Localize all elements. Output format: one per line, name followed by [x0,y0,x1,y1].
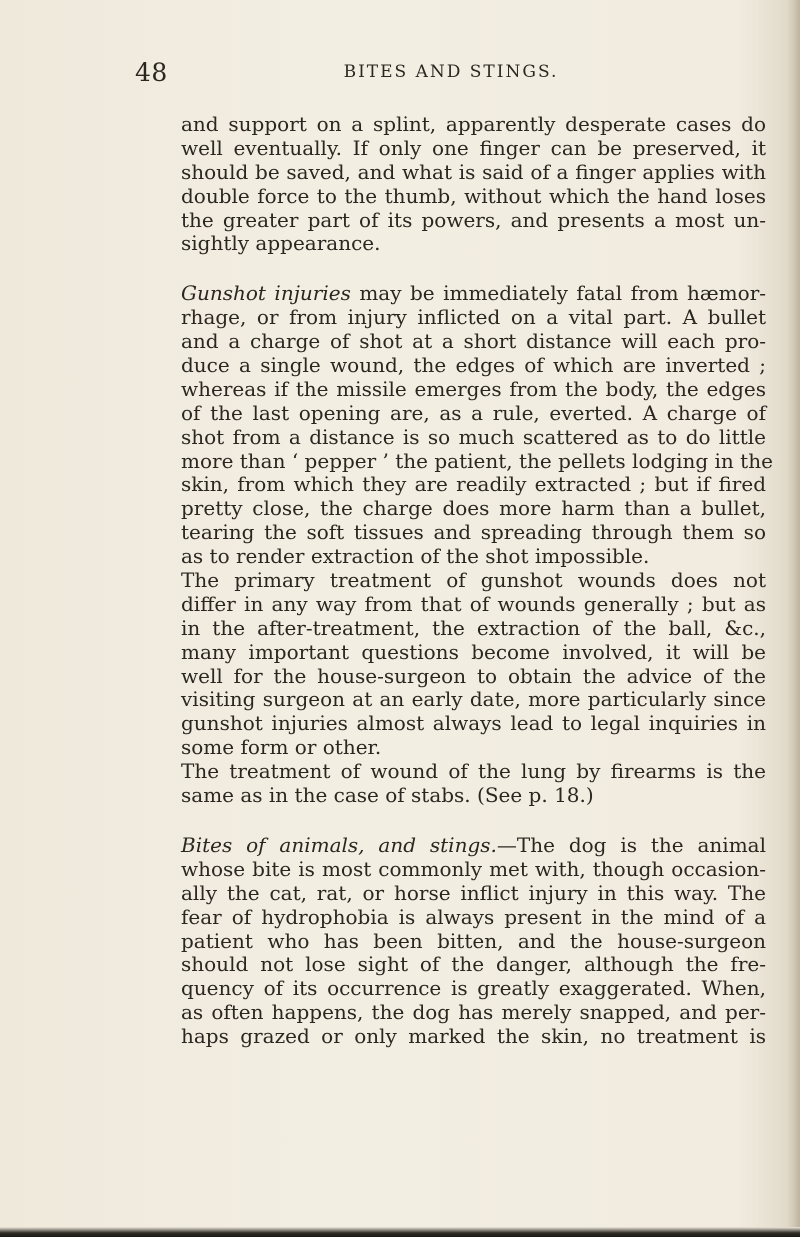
line-text: visiting surgeon at an early date, more particularly since [181,687,766,712]
line-text: shot from a distance is so much scattered as to do little [181,424,766,449]
text-line [181,426,766,450]
text-line [181,185,766,209]
text-line [181,712,766,736]
body-text [181,112,773,1049]
line-text: skin, from which they are readily extracted ; but if fired [181,472,766,497]
text-line [181,736,766,760]
line-text: gunshot injuries almost always lead to legal inquiries in [181,711,766,736]
text-line [181,641,766,665]
section-head: Bites of animals, and stings. [181,832,497,857]
line-text: duce a single wound, the edges of which are inverted ; [181,353,766,378]
text-line [181,497,766,521]
text-line [181,448,773,474]
text-line [181,137,766,161]
line-text: as to render extraction of the shot impossible. [181,544,650,569]
line-text: patient who has been bitten, and the house-surgeon [181,928,766,953]
line-text: many important questions become involved, it will be [181,639,766,664]
line-text: differ in any way from that of wounds generally ; but as [181,591,766,616]
text-line [181,113,766,137]
line-text: as often happens, the dog has merely snapped, and per- [181,1000,766,1025]
line-text: more than ‘ pepper ’ the patient, the pellets lodging in the [181,448,773,473]
line-text: the greater part of its powers, and presents a most un- [181,207,766,232]
text-line [181,569,766,593]
text-line [181,545,766,569]
line-text: haps grazed or only marked the skin, no treatment is [181,1024,766,1049]
line-text: The treatment of wound of the lung by firearms is the [181,759,766,784]
text-line [181,306,766,330]
text-line [181,977,766,1001]
line-text: quency of its occurrence is greatly exaggerated. When, [181,976,766,1001]
line-text: should be saved, and what is said of a finger applies with [181,159,766,184]
line-text: whereas if the missile emerges from the body, the edges [181,376,766,401]
text-line [181,882,766,906]
text-line [181,354,766,378]
line-text: The primary treatment of gunshot wounds does not [181,568,766,593]
paragraph [181,281,773,808]
text-line [181,232,766,256]
paragraph-gap [181,808,766,834]
line-text: well for the house-surgeon to obtain the advice of the [181,663,766,688]
line-text: some form or other. [181,735,382,760]
line-text: of the last opening are, as a rule, everted. A charge of [181,400,766,425]
line-text: may be immediately fatal from hæmor- [350,281,767,306]
text-line [181,473,766,497]
text-line [181,330,766,354]
section-head: Gunshot injuries [181,281,351,306]
text-line [181,402,766,426]
text-line [181,858,766,882]
line-text: should not lose sight of the danger, although the fre- [181,952,766,977]
line-text: rhage, or from injury inflicted on a vital part. A bullet [181,305,766,330]
text-line [181,1001,766,1025]
line-text: double force to the thumb, without which the hand loses [181,183,766,208]
line-text: tearing the soft tissues and spreading through them so [181,520,766,545]
text-line [181,688,766,712]
line-text: —The dog is the animal [496,832,766,857]
text-line [181,209,766,233]
text-line [181,617,766,641]
line-text: and support on a splint, apparently desperate cases do [181,112,766,136]
text-line [181,161,766,185]
text-line [181,834,766,858]
line-text: well eventually. If only one finger can be preserved, it [181,135,766,160]
line-text: whose bite is most commonly met with, though occasion- [181,856,766,881]
text-line [181,1025,766,1049]
text-line [181,378,766,402]
text-line [181,760,766,784]
line-text: same as in the case of stabs. (See p. 18.) [181,783,594,808]
paragraph [181,113,766,256]
text-line [181,784,766,808]
running-head: BITES AND STINGS. [343,62,559,82]
text-line [181,930,766,954]
text-line [181,521,766,545]
text-line [181,665,766,689]
line-text: and a charge of shot at a short distance will each pro- [181,329,766,354]
line-text: pretty close, the charge does more harm than a bullet, [181,496,766,521]
text-line [181,593,766,617]
text-line [181,282,766,306]
line-text: sightly appearance. [181,231,381,256]
page-bottom-edge [0,1227,800,1237]
page-edge-shadow [786,0,800,1237]
text-line [181,953,766,977]
page-header [135,58,767,92]
paragraph-gap [181,256,766,282]
paragraph [181,834,766,1049]
line-text: in the after-treatment, the extraction of the ball, &c., [181,615,766,640]
line-text: fear of hydrophobia is always present in the mind of a [181,904,766,929]
line-text: ally the cat, rat, or horse inflict injury in this way. The [181,880,766,905]
page-number: 48 [135,58,168,87]
text-line [181,906,766,930]
